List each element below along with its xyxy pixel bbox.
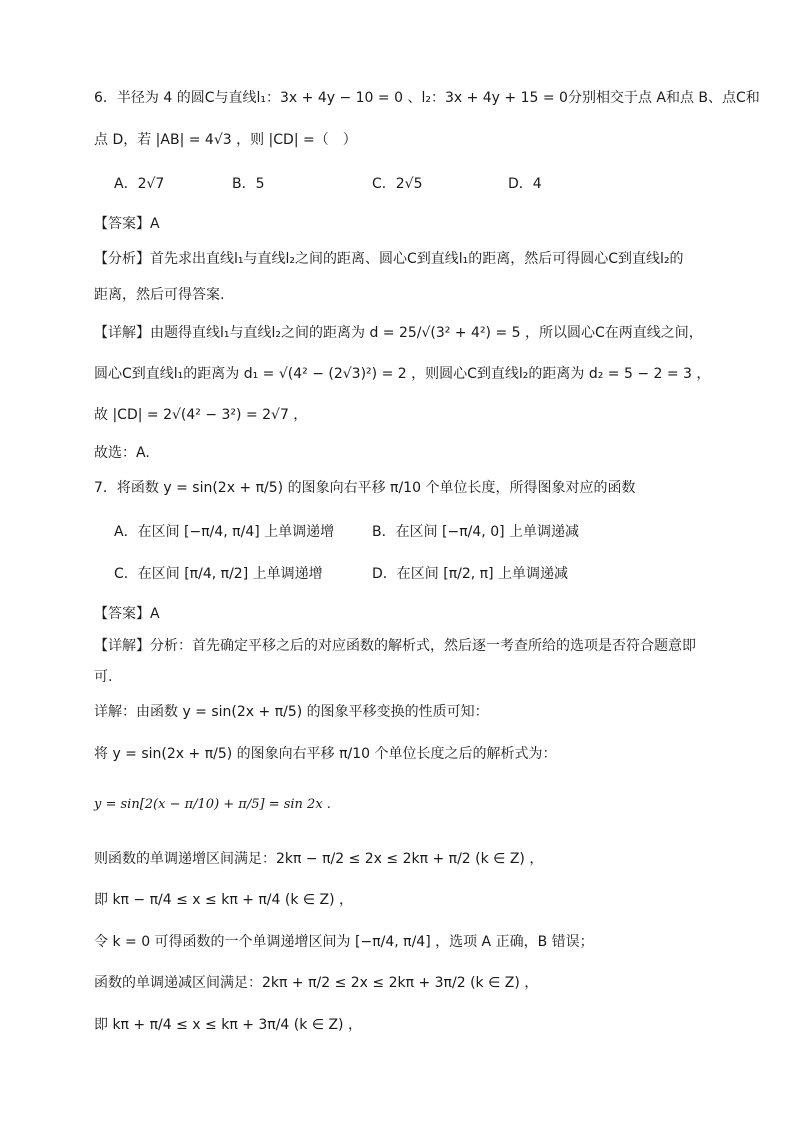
q7-option-d: D．在区间 [π/2, π] 上单调递减 <box>372 566 568 582</box>
q7-detail-line-9: 函数的单调递减区间满足：2kπ + π/2 ≤ 2x ≤ 2kπ + 3π/2 (k ∈ Z) ， <box>94 975 539 991</box>
q6-detail-line-2: 圆心C到直线l₁的距离为 d₁ = √(4² − (2√3)²) = 2 ，则圆心C到直线l₂的距离为 d₂ = 5 − 2 = 3 ， <box>94 366 711 382</box>
q7-option-c: C．在区间 [π/4, π/2] 上单调递增 <box>114 566 323 582</box>
q7-detail-line-8: 令 k = 0 可得函数的一个单调递增区间为 [−π/4, π/4] ，选项 A 正确，B 错误； <box>94 934 594 950</box>
q6-option-a: A．2√7 <box>114 176 165 192</box>
q6-stem-line-2: 点 D，若 |AB| = 4√3 ，则 |CD| =（ ） <box>94 132 357 148</box>
q7-detail-line-2: 可. <box>94 669 113 685</box>
q6-detail-line-1: 【详解】由题得直线l₁与直线l₂之间的距离为 d = 25/√(3² + 4²) = 5 ，所以圆心C在两直线之间， <box>94 325 703 341</box>
q7-detail-line-6: 则函数的单调递增区间满足：2kπ − π/2 ≤ 2x ≤ 2kπ + π/2 (k ∈ Z) ， <box>94 851 544 867</box>
q7-option-b: B．在区间 [−π/4, 0] 上单调递减 <box>372 524 580 540</box>
q6-analysis-line-2: 距离，然后可得答案. <box>94 287 225 303</box>
q7-answer: 【答案】A <box>94 606 160 622</box>
q7-detail-line-1: 【详解】分析：首先确定平移之后的对应函数的解析式，然后逐一考查所给的选项是否符合题意即 <box>94 638 696 654</box>
q6-option-b: B．5 <box>232 176 265 192</box>
q6-detail-line-3: 故 |CD| = 2√(4² − 3²) = 2√7 ， <box>94 407 308 423</box>
q6-option-c: C．2√5 <box>372 176 423 192</box>
q6-option-d: D．4 <box>508 176 542 192</box>
q7-detail-line-5: y = sin[2(x − π/10) + π/5] = sin 2x . <box>94 797 331 812</box>
q7-stem: 7．将函数 y = sin(2x + π/5) 的图象向右平移 π/10 个单位长度，所得图象对应的函数 <box>94 480 636 496</box>
q7-option-a: A．在区间 [−π/4, π/4] 上单调递增 <box>114 524 335 540</box>
q7-detail-line-3: 详解：由函数 y = sin(2x + π/5) 的图象平移变换的性质可知： <box>94 704 489 720</box>
q6-answer: 【答案】A <box>94 216 160 232</box>
q7-detail-line-10: 即 kπ + π/4 ≤ x ≤ kπ + 3π/4 (k ∈ Z) ， <box>94 1017 362 1033</box>
q6-stem-line-1: 6．半径为 4 的圆C与直线l₁：3x + 4y − 10 = 0 、l₂：3x + 4y + 15 = 0分别相交于点 A和点 B、点C和 <box>94 90 760 106</box>
q6-analysis-line-1: 【分析】首先求出直线l₁与直线l₂之间的距离、圆心C到直线l₁的距离，然后可得圆心C到直线l₂的 <box>94 251 684 267</box>
q6-choose: 故选：A. <box>94 445 150 461</box>
q7-detail-line-4: 将 y = sin(2x + π/5) 的图象向右平移 π/10 个单位长度之后的解析式为： <box>94 746 557 762</box>
q7-detail-line-7: 即 kπ − π/4 ≤ x ≤ kπ + π/4 (k ∈ Z) ， <box>94 892 354 908</box>
